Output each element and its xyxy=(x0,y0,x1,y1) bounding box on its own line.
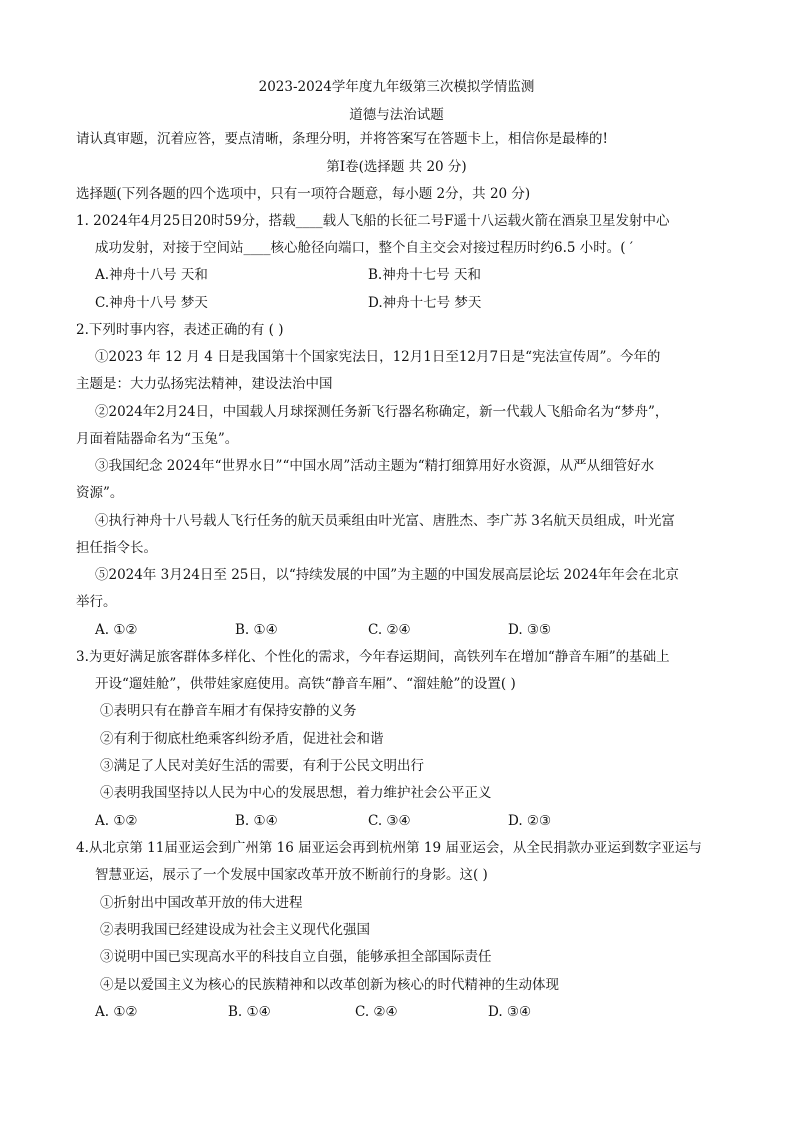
exam-title: 2023-2024学年度九年级第三次模拟学情监测 xyxy=(258,79,535,95)
question-2-item-3-line-2: 资源”。 xyxy=(76,485,124,501)
question-2-item-2-line-1: ②2024年2月24日，中国载人月球探测任务新飞行器名称确定，新一代载人飞船命名为“梦舟”， xyxy=(95,404,669,420)
question-3-item-1: ①表明只有在静音车厢才有保持安静的义务 xyxy=(100,703,357,719)
question-3-stem-line-1: 3.为更好满足旅客群体多样化、个性化的需求，今年春运期间，高铁列车在增加“静音车厢”的基础上 xyxy=(76,649,670,665)
question-1-option-b[interactable]: B.神舟十七号 天和 xyxy=(368,267,482,283)
question-4-item-3: ③说明中国已实现高水平的科技自立自强，能够承担全部国际责任 xyxy=(100,949,492,965)
question-3-item-3: ③满足了人民对美好生活的需要，有利于公民文明出行 xyxy=(100,758,424,774)
question-2-option-c[interactable]: C. ②④ xyxy=(368,622,411,638)
question-4-item-4: ④是以爱国主义为核心的民族精神和以改革创新为核心的时代精神的生动体现 xyxy=(100,977,559,993)
question-3-option-d[interactable]: D. ②③ xyxy=(508,813,552,829)
question-4-stem-line-2: 智慧亚运，展示了一个发展中国家改革开放不断前行的身影。这( ) xyxy=(95,867,488,883)
question-1-option-a[interactable]: A.神舟十八号 天和 xyxy=(95,267,208,283)
question-1-option-c[interactable]: C.神舟十八号 梦天 xyxy=(95,295,208,311)
question-3-item-2: ②有利于彻底杜绝乘客纠纷矛盾，促进社会和谐 xyxy=(100,731,384,747)
question-4-option-d[interactable]: D. ③④ xyxy=(488,1004,532,1020)
question-1-stem-line-2: 成功发射，对接于空间站____核心舱径向端口，整个自主交会对接过程历时约6.5 小时。( ′ xyxy=(95,240,633,256)
question-4-option-c[interactable]: C. ②④ xyxy=(355,1004,398,1020)
exam-subtitle: 道德与法治试题 xyxy=(349,107,444,123)
question-3-option-a[interactable]: A. ①② xyxy=(95,813,138,829)
question-2-option-b[interactable]: B. ①④ xyxy=(235,622,278,638)
question-4-item-1: ①折射出中国改革开放的伟大进程 xyxy=(100,895,303,911)
question-2-item-3-line-1: ③我国纪念 2024年“世界水日”“中国水周”活动主题为“精打细算用好水资源，从严从细管好水 xyxy=(95,458,655,474)
question-3-stem-line-2: 开设“遛娃舱”，供带娃家庭使用。高铁“静音车厢”、“溜娃舱”的设置( ) xyxy=(95,676,516,692)
question-2-item-1-line-2: 主题是：大力弘扬宪法精神，建设法治中国 xyxy=(76,376,333,392)
question-3-option-b[interactable]: B. ①④ xyxy=(235,813,278,829)
question-1-stem-line-1: 1. 2024年4月25日20时59分，搭载____载人飞船的长征二号F遥十八运载火箭在酒泉卫星发射中心 xyxy=(76,213,670,229)
question-2-stem: 2.下列时事内容，表述正确的有 ( ) xyxy=(76,322,284,338)
question-4-option-a[interactable]: A. ①② xyxy=(95,1004,138,1020)
question-2-item-4-line-2: 担任指令长。 xyxy=(76,540,157,556)
question-4-stem-line-1: 4.从北京第 11届亚运会到广州第 16 届亚运会再到杭州第 19 届亚运会，从全民捐款办亚运到数字亚运与 xyxy=(76,840,702,856)
question-1-option-d[interactable]: D.神舟十七号 梦天 xyxy=(368,295,482,311)
question-3-option-c[interactable]: C. ③④ xyxy=(368,813,411,829)
question-4-option-b[interactable]: B. ①④ xyxy=(228,1004,271,1020)
question-4-item-2: ②表明我国已经建设成为社会主义现代化强国 xyxy=(100,922,370,938)
exam-instruction: 请认真审题，沉着应答，要点清晰，条理分明，并将答案写在答题卡上，相信你是最棒的! xyxy=(76,131,608,147)
question-2-item-5-line-2: 举行。 xyxy=(76,594,117,610)
question-2-option-d[interactable]: D. ③⑤ xyxy=(508,622,552,638)
section-instruction: 选择题(下列各题的四个选项中，只有一项符合题意，每小题 2分，共 20 分) xyxy=(76,186,531,202)
question-2-item-4-line-1: ④执行神舟十八号载人飞行任务的航天员乘组由叶光富、唐胜杰、李广苏 3名航天员组成，叶光富 xyxy=(95,513,675,529)
question-2-option-a[interactable]: A. ①② xyxy=(95,622,138,638)
question-3-item-4: ④表明我国坚持以人民为中心的发展思想，着力维护社会公平正义 xyxy=(100,785,492,801)
question-2-item-5-line-1: ⑤2024年 3月24日至 25日，以“持续发展的中国”为主题的中国发展高层论坛 2024年年会在北京 xyxy=(95,567,679,583)
section-title: 第Ⅰ卷(选择题 共 20 分) xyxy=(326,159,467,175)
question-2-item-1-line-1: ①2023 年 12 月 4 日是我国第十个国家宪法日，12月1日至12月7日是“宪法宣传周”。今年的 xyxy=(95,349,661,365)
question-2-item-2-line-2: 月面着陆器命名为“玉兔”。 xyxy=(76,431,239,447)
